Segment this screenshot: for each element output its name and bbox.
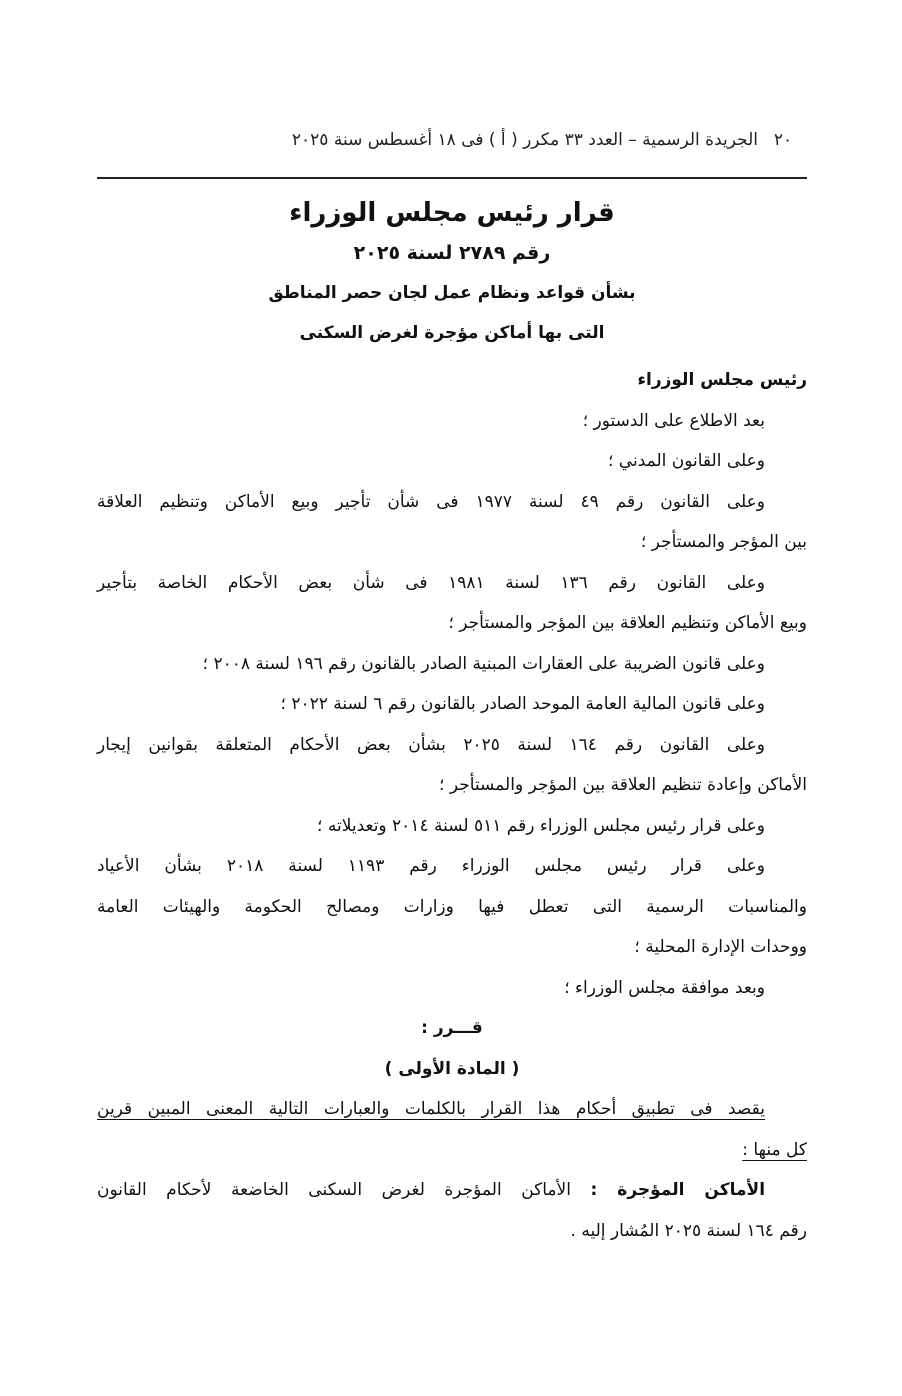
- recital-continuation: وبيع الأماكن وتنظيم العلاقة بين المؤجر والمستأجر ؛: [448, 613, 807, 633]
- recital: وعلى قرار رئيس مجلس الوزراء رقم ٥١١ لسنة ٢٠١٤ وتعديلاته ؛: [317, 815, 765, 836]
- article-intro: يقصد فى تطبيق أحكام هذا القرار بالكلمات والعبارات التالية المعنى المبين قرين: [97, 1099, 765, 1119]
- decree-title: قرار رئيس مجلس الوزراء: [289, 198, 615, 228]
- article-intro-continuation: [97, 1130, 807, 1171]
- recital-continuation: ووحدات الإدارة المحلية ؛: [634, 937, 807, 957]
- recital: وعلى القانون رقم ١٦٤ لسنة ٢٠٢٥ بشأن بعض الأحكام المتعلقة بقوانين إيجار: [97, 734, 765, 755]
- article-title: ( المادة الأولى ): [384, 1058, 520, 1079]
- issuer-heading: رئيس مجلس الوزراء: [637, 370, 807, 390]
- recital: وبعد موافقة مجلس الوزراء ؛: [564, 977, 765, 998]
- decided-heading: قـــرر :: [421, 1018, 483, 1038]
- definition-text: الأماكن المؤجرة لغرض السكنى الخاضعة لأحكام القانون: [97, 1180, 571, 1200]
- definition-term: الأماكن المؤجرة :: [590, 1180, 766, 1200]
- recital: وعلى القانون رقم ١٣٦ لسنة ١٩٨١ فى شأن بعض الأحكام الخاصة بتأجير: [97, 572, 766, 593]
- recital: وعلى القانون رقم ٤٩ لسنة ١٩٧٧ فى شأن تأجير وبيع الأماكن وتنظيم العلاقة: [97, 491, 765, 512]
- recital: وعلى قانون المالية العامة الموحد الصادر بالقانون رقم ٦ لسنة ٢٠٢٢ ؛: [280, 694, 765, 714]
- decree-title-block: [97, 193, 807, 353]
- recital: بعد الاطلاع على الدستور ؛: [582, 410, 765, 431]
- decree-number: رقم ٢٧٨٩ لسنة ٢٠٢٥: [353, 242, 551, 264]
- page-number: ٢٠: [773, 130, 793, 150]
- definition: [97, 1170, 807, 1211]
- header-divider: [97, 177, 807, 179]
- decree-body: [97, 360, 807, 1251]
- recital: وعلى قانون الضريبة على العقارات المبنية الصادر بالقانون رقم ١٩٦ لسنة ٢٠٠٨ ؛: [202, 653, 765, 674]
- article-intro-end: كل منها :: [742, 1139, 807, 1160]
- running-title: الجريدة الرسمية – العدد ٣٣ مكرر ( أ ) فى ١٨ أغسطس سنة ٢٠٢٥: [291, 130, 758, 150]
- recital-continuation: بين المؤجر والمستأجر ؛: [640, 532, 807, 552]
- recital-continuation: والمناسبات الرسمية التى تعطل فيها وزارات ومصالح الحكومة والهيئات العامة: [97, 896, 807, 917]
- definition-continuation: رقم ١٦٤ لسنة ٢٠٢٥ المُشار إليه .: [570, 1220, 807, 1241]
- recital-continuation: الأماكن وإعادة تنظيم العلاقة بين المؤجر والمستأجر ؛: [439, 775, 807, 795]
- decree-subject-line-1: بشأن قواعد ونظام عمل لجان حصر المناطق: [268, 283, 636, 303]
- recital: وعلى قرار رئيس مجلس الوزراء رقم ١١٩٣ لسنة ٢٠١٨ بشأن الأعياد: [97, 856, 766, 876]
- recital: وعلى القانون المدني ؛: [607, 451, 765, 471]
- decree-subject-line-2: التى بها أماكن مؤجرة لغرض السكنى: [299, 323, 605, 343]
- running-header: [168, 130, 808, 150]
